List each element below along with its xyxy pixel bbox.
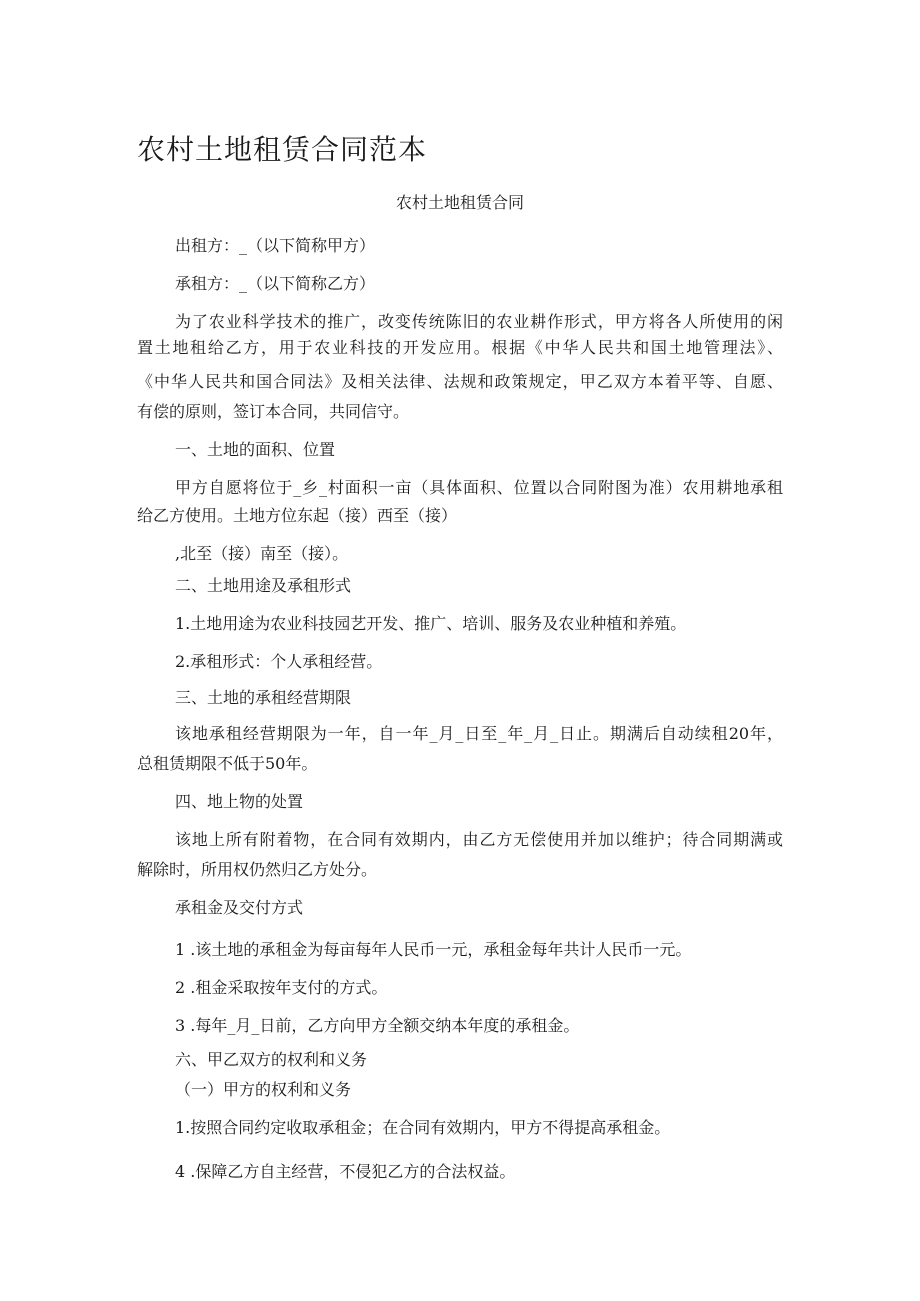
section-5-item-2: 2 .租金采取按年支付的方式。 <box>175 978 388 997</box>
section-5-item-1: 1 .该土地的承租金为每亩每年人民币一元，承租金每年共计人民币一元。 <box>175 940 692 959</box>
intro-line-2: 置土地租给乙方，用于农业科技的开发应用。根据《中华人民共和国土地管理法》、 <box>137 338 783 357</box>
intro-line-1: 为了农业科学技术的推广，改变传统陈旧的农业耕作形式，甲方将各人所使用的闲 <box>175 312 783 331</box>
intro-line-4: 有偿的原则，签订本合同，共同信守。 <box>137 402 410 421</box>
section-1-line-1: 甲方自愿将位于_乡_村面积一亩（具体面积、位置以合同附图为准）农用耕地承租 <box>175 478 783 497</box>
section-5-heading: 承租金及交付方式 <box>175 898 304 917</box>
section-4-line-1: 该地上所有附着物，在合同有效期内，由乙方无偿使用并加以维护；待合同期满或 <box>175 830 783 849</box>
section-3-line-1: 该地承租经营期限为一年，自一年_月_日至_年_月_日止。期满后自动续租20年， <box>175 724 783 743</box>
section-2-item-2: 2.承租形式：个人承租经营。 <box>175 652 383 671</box>
section-4-heading: 四、地上物的处置 <box>175 792 304 811</box>
section-6-item-4: 4 .保障乙方自主经营，不侵犯乙方的合法权益。 <box>175 1162 516 1181</box>
intro-line-3: 《中华人民共和国合同法》及相关法律、法规和政策规定，甲乙双方本着平等、自愿、 <box>137 372 783 391</box>
section-2-heading: 二、土地用途及承租形式 <box>175 576 352 595</box>
contract-subtitle: 农村土地租赁合同 <box>395 193 524 212</box>
section-3-heading: 三、土地的承租经营期限 <box>175 688 352 707</box>
section-2-item-1: 1.土地用途为农业科技园艺开发、推广、培训、服务及农业种植和养殖。 <box>175 614 687 633</box>
section-6-heading: 六、甲乙双方的权利和义务 <box>175 1050 368 1069</box>
lessor-line: 出租方：_（以下简称甲方） <box>175 236 376 255</box>
section-1-line-3: ,北至（接）南至（接）。 <box>175 544 349 563</box>
section-3-line-2: 总租赁期限不低于50年。 <box>137 754 318 773</box>
section-6-item-1: 1.按照合同约定收取承租金；在合同有效期内，甲方不得提高承租金。 <box>175 1118 671 1137</box>
section-1-line-2: 给乙方使用。土地方位东起（接）西至（接） <box>137 506 458 525</box>
lessee-line: 承租方：_（以下简称乙方） <box>175 274 376 293</box>
section-5-item-3: 3 .每年_月_日前，乙方向甲方全额交纳本年度的承租金。 <box>175 1016 580 1035</box>
section-1-heading: 一、土地的面积、位置 <box>175 440 336 459</box>
section-6-subheading-1: （一）甲方的权利和义务 <box>175 1080 352 1099</box>
section-4-line-2: 解除时，所用权仍然归乙方处分。 <box>137 860 378 879</box>
document-title: 农村土地租赁合同范本 <box>137 133 428 166</box>
